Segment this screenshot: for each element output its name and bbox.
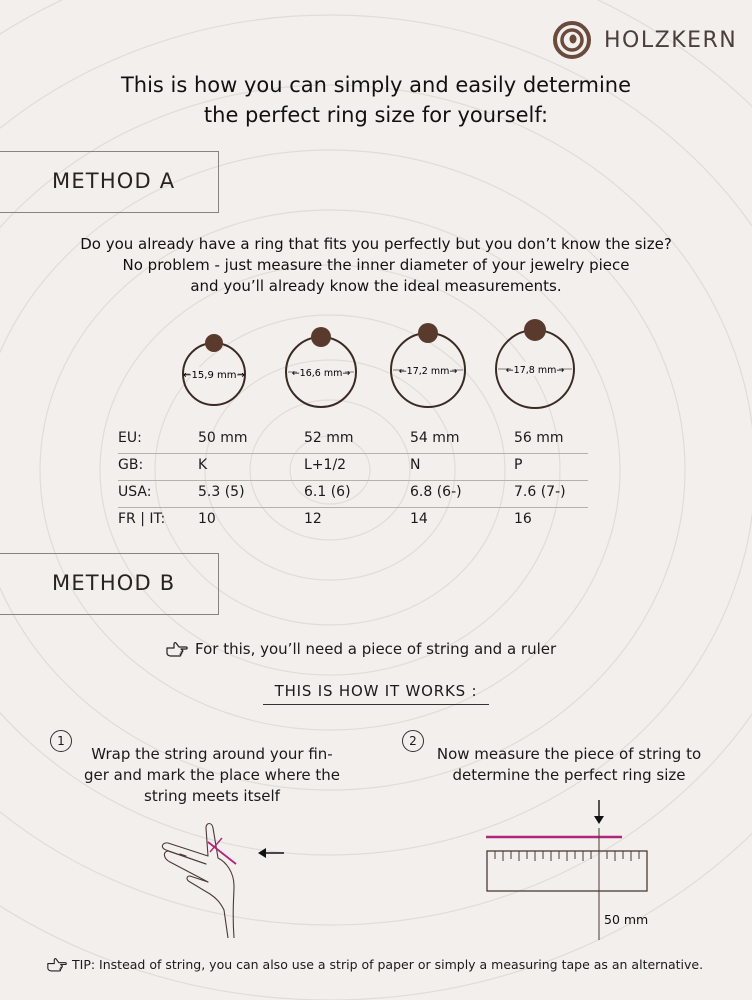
- title-line-2: the perfect ring size for yourself:: [203, 103, 549, 127]
- intro-line-1: Do you already have a ring that fits you perfectly but you don’t know the size?: [80, 235, 672, 253]
- intro-line-3: and you’ll already know the ideal measurements.: [190, 277, 562, 295]
- ring-icon-4: [496, 319, 574, 408]
- method-b-title: METHOD B: [52, 571, 176, 595]
- method-a-intro: [60, 234, 692, 297]
- table-cell: 16: [514, 511, 532, 527]
- ring-2-label: ←16,6 mm→: [291, 368, 351, 379]
- table-cell: P: [514, 457, 523, 473]
- table-row: [118, 453, 588, 481]
- row-label: USA:: [118, 484, 152, 500]
- how-it-works-title: THIS IS HOW IT WORKS :: [274, 682, 478, 700]
- brand-logo: [552, 16, 742, 64]
- table-cell: K: [198, 457, 208, 473]
- method-a-title: METHOD A: [52, 169, 176, 193]
- page-title: [60, 70, 692, 130]
- table-row: [118, 426, 588, 454]
- step-2-line-2: determine the perfect ring size: [452, 766, 686, 784]
- table-row: [118, 480, 588, 508]
- table-cell: 6.8 (6-): [410, 484, 462, 500]
- requirements-text: For this, you’ll need a piece of string and a ruler: [195, 640, 557, 658]
- hand-with-string-illustration: [150, 818, 290, 938]
- holzkern-logo-icon: [552, 20, 592, 60]
- step-1-number: 1: [50, 730, 72, 752]
- intro-line-2: No problem - just measure the inner diameter of your jewelry piece: [122, 256, 630, 274]
- ring-1-label: ←15,9 mm→: [183, 370, 245, 381]
- row-label: FR | IT:: [118, 511, 166, 527]
- step-2-number: 2: [402, 730, 424, 752]
- table-cell: 7.6 (7-): [514, 484, 566, 500]
- table-cell: 5.3 (5): [198, 484, 245, 500]
- ring-4-label: ←17,8 mm→: [505, 365, 565, 376]
- ruler-illustration: [480, 798, 660, 946]
- table-cell: L+1/2: [304, 457, 347, 473]
- ruler-measurement-label: 50 mm: [604, 912, 649, 927]
- step-2-text: [420, 744, 718, 786]
- ring-icon-1: [183, 334, 245, 405]
- row-label: GB:: [118, 457, 144, 473]
- table-cell: 10: [198, 511, 216, 527]
- how-it-works-underline: [263, 704, 489, 705]
- method-b-requirements: [165, 640, 585, 658]
- table-cell: 14: [410, 511, 428, 527]
- pointing-hand-icon: [165, 640, 189, 658]
- step-1-line-3: string meets itself: [144, 787, 280, 805]
- ring-size-illustrations: [0, 300, 752, 420]
- ring-3-label: ←17,2 mm→: [398, 366, 458, 377]
- tip-note: [46, 956, 746, 973]
- method-b-header: [0, 553, 219, 615]
- method-a-header: [0, 151, 219, 213]
- tip-text: TIP: Instead of string, you can also use a strip of paper or simply a measuring tape as an alternative.: [72, 957, 704, 972]
- brand-name: HOLZKERN: [604, 27, 738, 53]
- step-1-line-2: ger and mark the place where the: [83, 766, 341, 784]
- title-line-1: This is how you can simply and easily determine: [120, 73, 632, 97]
- table-cell: N: [410, 457, 421, 473]
- table-cell: 6.1 (6): [304, 484, 351, 500]
- table-cell: 12: [304, 511, 322, 527]
- table-cell: 52 mm: [304, 430, 354, 446]
- step-1-text: [72, 744, 352, 807]
- table-cell: 50 mm: [198, 430, 248, 446]
- ring-icon-3: [391, 323, 465, 407]
- arrow-left-icon: [258, 848, 284, 858]
- table-row: [118, 507, 588, 535]
- row-label: EU:: [118, 430, 142, 446]
- ring-icon-2: [286, 327, 356, 407]
- arrow-down-icon: [594, 800, 604, 824]
- step-1-line-1: Wrap the string around your fin-: [91, 745, 333, 763]
- step-2-line-1: Now measure the piece of string to: [436, 745, 702, 763]
- table-cell: 54 mm: [410, 430, 460, 446]
- table-cell: 56 mm: [514, 430, 564, 446]
- pointing-hand-icon: [46, 956, 68, 973]
